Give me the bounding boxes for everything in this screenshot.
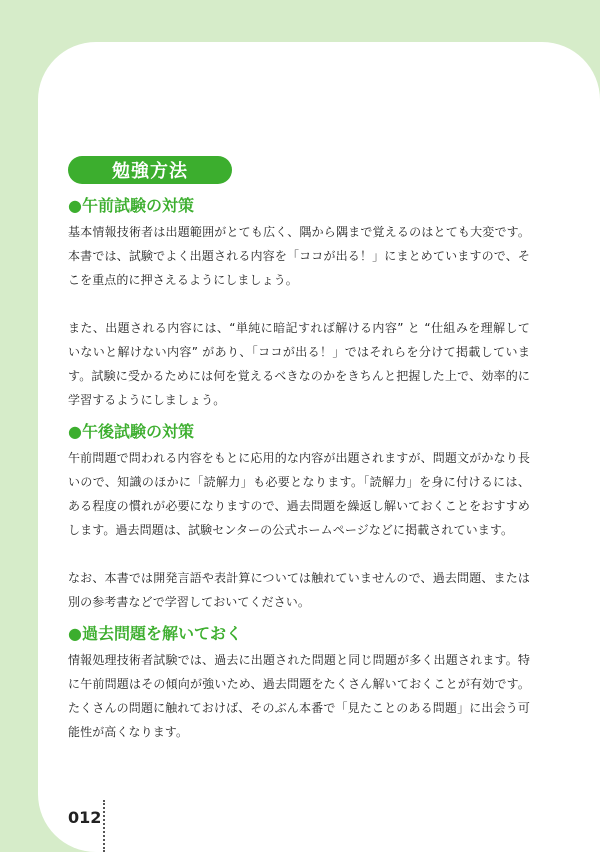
section-title-badge: 勉強方法 (68, 156, 232, 184)
paragraph-afternoon-2: なお、本書では開発言語や表計算については触れていませんので、過去問題、または別の参考書などで学習しておいてください。 (68, 571, 530, 609)
paragraph-afternoon-1: 午前問題で問われる内容をもとに応用的な内容が出題されますが、問題文がかなり長いので、知識のほかに「読解力」も必要となります。「読解力」を身に付けるには、ある程度の慣れが必要になりますので、過去問題を繰返し解いておくことをおすすめします。過去問題は、試験センターの公式ホームページなどに掲載されています。 (68, 451, 530, 537)
footer-divider (103, 800, 105, 852)
page-number: 012 (68, 808, 102, 827)
content-body (68, 194, 530, 744)
paragraph-past-questions: 情報処理技術者試験では、過去に出題された問題と同じ問題が多く出題されます。特に午前問題はその傾向が強いため、過去問題をたくさん解いておくことが有効です。たくさんの問題に触れておけば、そのぶん本番で「見たことのある問題」に出会う可能性が高くなります。 (68, 653, 530, 739)
heading-past-questions: ●過去問題を解いておく (68, 624, 242, 643)
paragraph-morning-2: また、出題される内容には、“単純に暗記すれば解ける内容” と “仕組みを理解していないと解けない内容” があり、「ココが出る！」ではそれらを分けて掲載しています。試験に受かるためには何を覚えるべきなのかをきちんと把握した上で、効率的に学習するようにしましょう。 (68, 321, 530, 407)
paragraph-morning-1: 基本情報技術者は出題範囲がとても広く、隅から隅まで覚えるのはとても大変です。本書では、試験でよく出題される内容を「ココが出る！」にまとめていますので、そこを重点的に押さえるようにしましょう。 (68, 225, 530, 287)
heading-afternoon-exam: ●午後試験の対策 (68, 422, 194, 441)
heading-morning-exam: ●午前試験の対策 (68, 196, 194, 215)
